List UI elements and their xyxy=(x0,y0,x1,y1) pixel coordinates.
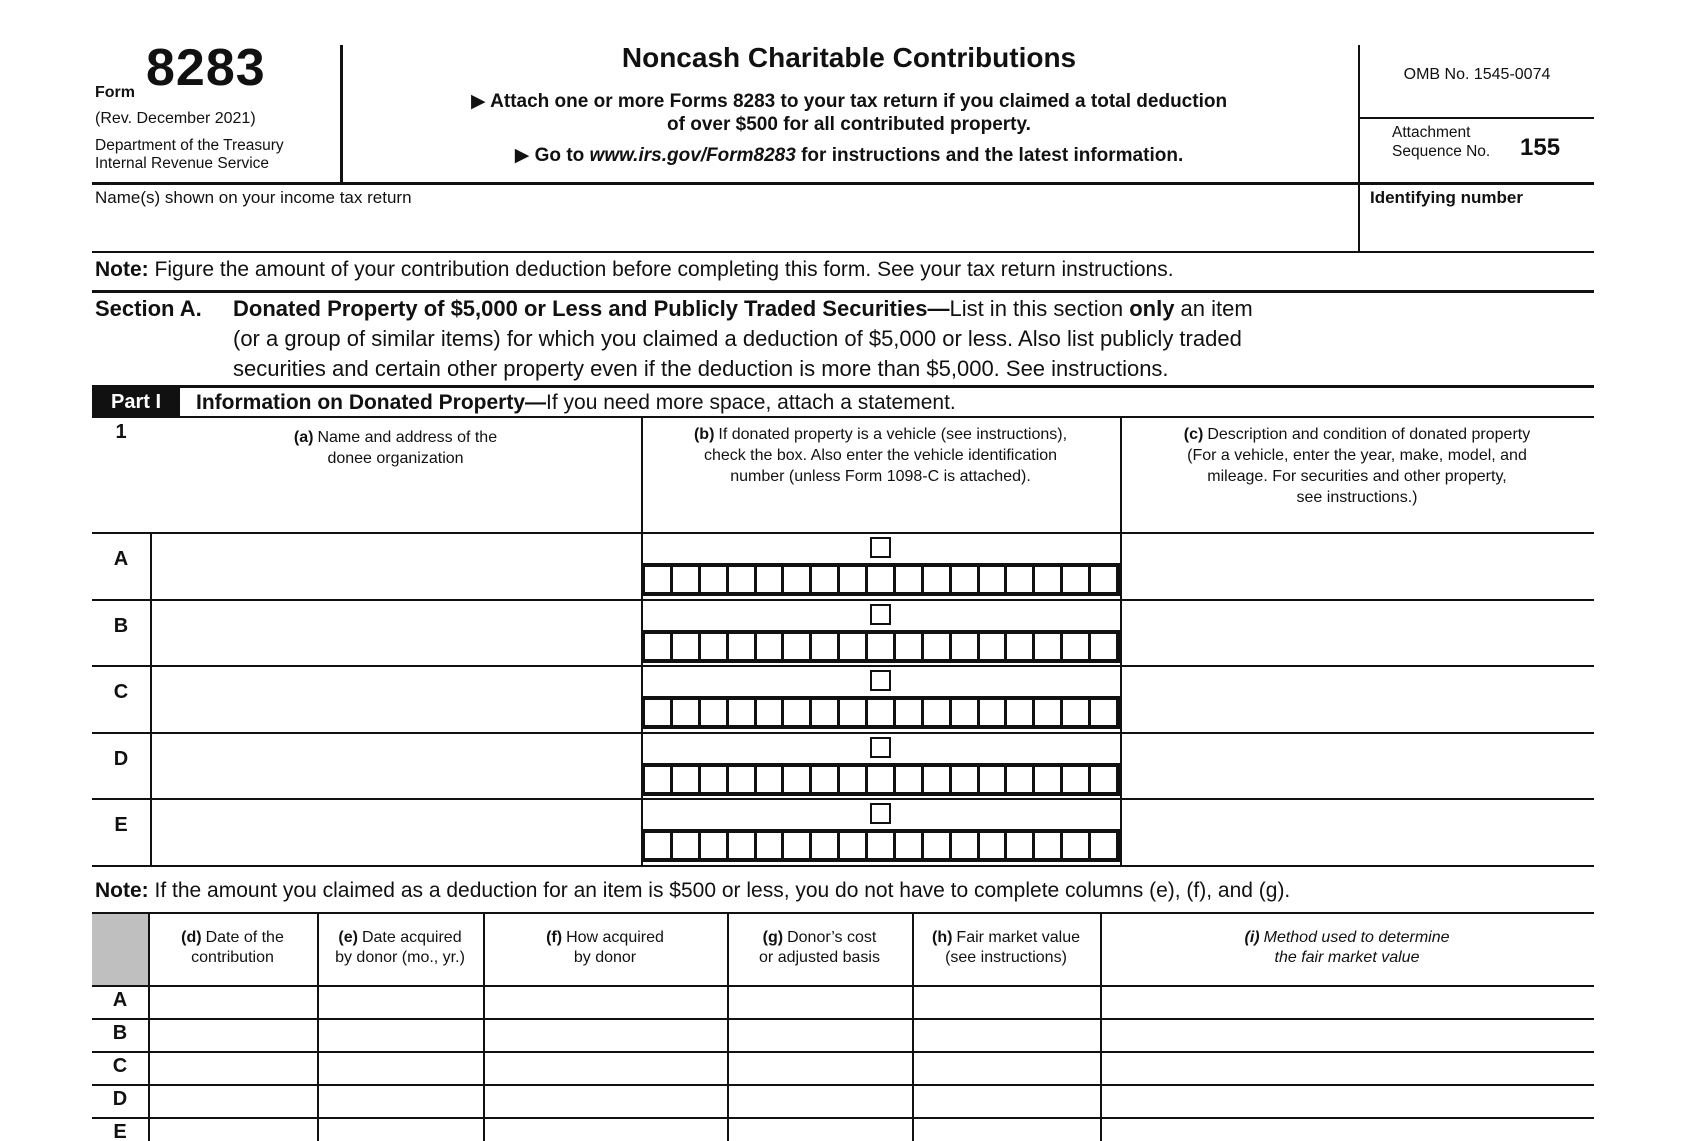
table2-header-d: (d) Date of the contribution xyxy=(181,929,284,966)
vin-cell xyxy=(701,567,726,592)
table1-row-A xyxy=(0,532,1686,599)
how-acquired-cell-D[interactable] xyxy=(485,1084,725,1115)
vin-cell xyxy=(1035,700,1060,725)
fmv-method-cell-B[interactable] xyxy=(1102,1018,1594,1049)
vin-cell xyxy=(701,634,726,659)
date-acquired-cell-E[interactable] xyxy=(319,1117,481,1141)
row-label: B xyxy=(112,1022,128,1044)
identifying-number-input[interactable] xyxy=(1362,208,1594,250)
table2-header-i: (i) Method used to determine the fair market value xyxy=(1244,929,1450,966)
how-acquired-cell-E[interactable] xyxy=(485,1117,725,1141)
vin-cell xyxy=(757,567,782,592)
fair-market-value-cell-B[interactable] xyxy=(914,1018,1098,1049)
date-contribution-cell-A[interactable] xyxy=(150,985,315,1016)
name-input[interactable] xyxy=(92,208,1356,250)
vin-cell xyxy=(729,833,754,858)
vin-cell xyxy=(924,567,949,592)
fmv-method-cell-C[interactable] xyxy=(1102,1051,1594,1082)
description-cell-B[interactable] xyxy=(1122,599,1594,664)
vin-cell xyxy=(1007,833,1032,858)
vin-cell xyxy=(924,700,949,725)
vin-cell xyxy=(896,767,921,792)
vin-cell xyxy=(1063,634,1088,659)
vin-cell xyxy=(1063,567,1088,592)
donor-cost-cell-C[interactable] xyxy=(729,1051,910,1082)
vin-cell xyxy=(840,634,865,659)
vin-cell xyxy=(673,767,698,792)
form-revision: (Rev. December 2021) xyxy=(95,110,256,127)
vin-cell xyxy=(673,567,698,592)
table1-header-b: (b) If donated property is a vehicle (see instructions), check the box. Also enter the vehicle identification number (unless Form 1098-C is attached). xyxy=(693,426,1068,485)
how-acquired-cell-C[interactable] xyxy=(485,1051,725,1082)
donee-name-address-cell-C[interactable] xyxy=(152,665,639,730)
table1-row-D xyxy=(0,732,1686,799)
attach-arrow-icon: ▶ xyxy=(470,91,486,112)
table2-row-A xyxy=(0,985,1686,1018)
table2-row-C xyxy=(0,1051,1686,1084)
donor-cost-cell-A[interactable] xyxy=(729,985,910,1016)
vin-cell xyxy=(896,634,921,659)
attach-instruction-line1: ▶ Attach one or more Forms 8283 to your tax return if you claimed a total deduction xyxy=(470,91,1228,112)
table2-header-g: (g) Donor’s cost or adjusted basis xyxy=(759,929,880,966)
vin-cell xyxy=(924,634,949,659)
omb-number: OMB No. 1545-0074 xyxy=(1403,66,1551,83)
vin-cell xyxy=(952,833,977,858)
name-label: Name(s) shown on your income tax return xyxy=(95,188,412,207)
row-label: B xyxy=(113,615,129,637)
table2-corner-cell xyxy=(92,912,148,985)
row-label: A xyxy=(113,548,129,570)
irs-url: www.irs.gov/Form8283 xyxy=(589,145,796,166)
table2-row-B xyxy=(0,1018,1686,1051)
note-deduction: Note: Figure the amount of your contribution deduction before completing this form. See your tax return instructions. xyxy=(95,258,1174,281)
vin-cell xyxy=(1007,567,1032,592)
vin-cell xyxy=(673,634,698,659)
vin-cell xyxy=(1007,700,1032,725)
table2-row-E xyxy=(0,1117,1686,1141)
vin-cell xyxy=(645,767,670,792)
header-bottom-rule xyxy=(92,182,1594,185)
vin-cell xyxy=(757,634,782,659)
date-contribution-cell-E[interactable] xyxy=(150,1117,315,1141)
vin-cell xyxy=(1091,700,1116,725)
vin-cell xyxy=(645,700,670,725)
date-acquired-cell-D[interactable] xyxy=(319,1084,481,1115)
vin-cell xyxy=(701,833,726,858)
vin-cell xyxy=(1063,767,1088,792)
vin-cell xyxy=(812,634,837,659)
vin-cell xyxy=(1091,833,1116,858)
vin-cell xyxy=(952,567,977,592)
agency-line-1: Department of the Treasury xyxy=(95,137,284,154)
note-500-or-less: Note: If the amount you claimed as a deduction for an item is $500 or less, you do not have to complete columns (e), (f), and (g). xyxy=(95,879,1291,902)
vin-cell xyxy=(896,700,921,725)
item-number: 1 xyxy=(115,421,127,443)
part1-title: Information on Donated Property—If you need more space, attach a statement. xyxy=(196,391,956,414)
vin-cell xyxy=(784,634,809,659)
section-a-heading-line1: Section A. Donated Property of $5,000 or Less and Publicly Traded Securities—List in this section only an item xyxy=(95,296,1253,321)
vin-cell xyxy=(701,700,726,725)
vin-grid[interactable] xyxy=(641,829,1120,862)
table1-header-c: (c) Description and condition of donated property (For a vehicle, enter the year, make, model, and mileage. For securities and other property, see instructions.) xyxy=(1183,426,1531,506)
vin-cell xyxy=(812,567,837,592)
vin-cell xyxy=(1091,634,1116,659)
section-a-heading-line3: securities and certain other property even if the deduction is more than $5,000. See instructions. xyxy=(233,356,1169,381)
vin-cell xyxy=(784,833,809,858)
attach-instruction-line2: of over $500 for all contributed property. xyxy=(667,114,1031,135)
description-cell-E[interactable] xyxy=(1122,798,1594,863)
vin-cell xyxy=(896,567,921,592)
vin-cell xyxy=(980,767,1005,792)
vehicle-checkbox-D[interactable] xyxy=(870,737,891,758)
vin-grid[interactable] xyxy=(641,763,1120,796)
donor-cost-cell-D[interactable] xyxy=(729,1084,910,1115)
date-contribution-cell-C[interactable] xyxy=(150,1051,315,1082)
sequence-label: Sequence No. xyxy=(1392,143,1491,160)
vin-cell xyxy=(757,767,782,792)
part1-label: Part I xyxy=(92,388,180,416)
vin-cell xyxy=(784,700,809,725)
vin-cell xyxy=(1091,567,1116,592)
table1-row-B xyxy=(0,599,1686,666)
vin-cell xyxy=(840,567,865,592)
vin-cell xyxy=(757,700,782,725)
table2-header-f: (f) How acquired by donor xyxy=(546,929,664,966)
vin-cell xyxy=(701,767,726,792)
vin-cell xyxy=(784,767,809,792)
goto-instruction: ▶ Go to www.irs.gov/Form8283 for instructions and the latest information. xyxy=(514,145,1184,166)
row-label: D xyxy=(112,1088,128,1110)
fmv-method-cell-E[interactable] xyxy=(1102,1117,1594,1141)
date-contribution-cell-D[interactable] xyxy=(150,1084,315,1115)
attachment-word: Attachment xyxy=(1392,124,1471,141)
how-acquired-cell-A[interactable] xyxy=(485,985,725,1016)
vin-cell xyxy=(729,700,754,725)
vin-cell xyxy=(1035,567,1060,592)
vin-cell xyxy=(840,767,865,792)
vehicle-checkbox-A[interactable] xyxy=(870,537,891,558)
vehicle-checkbox-C[interactable] xyxy=(870,670,891,691)
vin-cell xyxy=(812,700,837,725)
row-label: C xyxy=(113,681,129,703)
vin-cell xyxy=(868,833,893,858)
table2-header-h: (h) Fair market value (see instructions) xyxy=(931,929,1081,966)
vin-cell xyxy=(952,767,977,792)
donee-name-address-cell-B[interactable] xyxy=(152,599,639,664)
table2-header-e: (e) Date acquired by donor (mo., yr.) xyxy=(335,929,465,966)
vin-cell xyxy=(729,634,754,659)
identity-divider xyxy=(1358,182,1360,251)
fair-market-value-cell-C[interactable] xyxy=(914,1051,1098,1082)
table1-rule xyxy=(92,865,1594,867)
date-acquired-cell-A[interactable] xyxy=(319,985,481,1016)
date-contribution-cell-B[interactable] xyxy=(150,1018,315,1049)
vin-cell xyxy=(729,567,754,592)
donee-name-address-cell-D[interactable] xyxy=(152,732,639,797)
vin-cell xyxy=(1035,767,1060,792)
vin-grid[interactable] xyxy=(641,563,1120,596)
vehicle-checkbox-E[interactable] xyxy=(870,803,891,824)
vin-cell xyxy=(1007,767,1032,792)
vin-cell xyxy=(840,700,865,725)
vin-cell xyxy=(868,567,893,592)
donor-cost-cell-B[interactable] xyxy=(729,1018,910,1049)
vin-cell xyxy=(924,767,949,792)
fair-market-value-cell-D[interactable] xyxy=(914,1084,1098,1115)
vin-cell xyxy=(952,634,977,659)
omb-divider xyxy=(1359,117,1594,119)
vin-cell xyxy=(1035,634,1060,659)
vin-cell xyxy=(980,700,1005,725)
vin-cell xyxy=(729,767,754,792)
vin-cell xyxy=(924,833,949,858)
donee-name-address-cell-A[interactable] xyxy=(152,532,639,597)
section-a-heading-line2: (or a group of similar items) for which you claimed a deduction of $5,000 or less. Also list publicly traded xyxy=(233,326,1242,351)
identity-bottom-rule xyxy=(92,251,1594,253)
vin-cell xyxy=(673,833,698,858)
vin-grid[interactable] xyxy=(641,696,1120,729)
table1-header-a: (a) Name and address of the donee organization xyxy=(293,429,498,467)
date-acquired-cell-C[interactable] xyxy=(319,1051,481,1082)
identifying-number-label: Identifying number xyxy=(1370,188,1523,207)
vin-cell xyxy=(757,833,782,858)
vin-cell xyxy=(1007,634,1032,659)
vin-cell xyxy=(645,833,670,858)
table2-row-D xyxy=(0,1084,1686,1117)
note-bottom-rule xyxy=(92,290,1594,293)
part1-bar xyxy=(92,385,1594,418)
vin-cell xyxy=(1035,833,1060,858)
row-label: D xyxy=(113,748,129,770)
how-acquired-cell-B[interactable] xyxy=(485,1018,725,1049)
donor-cost-cell-E[interactable] xyxy=(729,1117,910,1141)
row-label: A xyxy=(112,989,128,1011)
vin-cell xyxy=(673,700,698,725)
description-cell-A[interactable] xyxy=(1122,532,1594,597)
fair-market-value-cell-E[interactable] xyxy=(914,1117,1098,1141)
vin-cell xyxy=(896,833,921,858)
fair-market-value-cell-A[interactable] xyxy=(914,985,1098,1016)
vin-cell xyxy=(980,634,1005,659)
date-acquired-cell-B[interactable] xyxy=(319,1018,481,1049)
vin-cell xyxy=(784,567,809,592)
vehicle-checkbox-B[interactable] xyxy=(870,604,891,625)
sequence-number: 155 xyxy=(1520,134,1561,161)
vin-cell xyxy=(812,767,837,792)
vin-cell xyxy=(645,634,670,659)
description-cell-C[interactable] xyxy=(1122,665,1594,730)
vin-grid[interactable] xyxy=(641,630,1120,663)
goto-arrow-icon: ▶ xyxy=(514,145,530,166)
vin-cell xyxy=(868,700,893,725)
vin-cell xyxy=(1091,767,1116,792)
vin-cell xyxy=(868,767,893,792)
form-title: Noncash Charitable Contributions xyxy=(621,42,1077,73)
vin-cell xyxy=(812,833,837,858)
donee-name-address-cell-E[interactable] xyxy=(152,798,639,863)
description-cell-D[interactable] xyxy=(1122,732,1594,797)
table1-row-E xyxy=(0,798,1686,865)
row-label: E xyxy=(113,1121,127,1141)
row-label: C xyxy=(112,1055,128,1077)
section-a-label: Section A. xyxy=(95,296,202,321)
vin-cell xyxy=(645,567,670,592)
vin-cell xyxy=(840,833,865,858)
form-number: 8283 xyxy=(146,39,266,97)
fmv-method-cell-D[interactable] xyxy=(1102,1084,1594,1115)
row-label: E xyxy=(114,814,128,836)
form-word: Form xyxy=(95,84,135,101)
vin-cell xyxy=(1063,833,1088,858)
vin-cell xyxy=(1063,700,1088,725)
vin-cell xyxy=(868,634,893,659)
fmv-method-cell-A[interactable] xyxy=(1102,985,1594,1016)
table1-row-C xyxy=(0,665,1686,732)
vin-cell xyxy=(952,700,977,725)
agency-line-2: Internal Revenue Service xyxy=(95,155,270,172)
vin-cell xyxy=(980,567,1005,592)
vin-cell xyxy=(980,833,1005,858)
